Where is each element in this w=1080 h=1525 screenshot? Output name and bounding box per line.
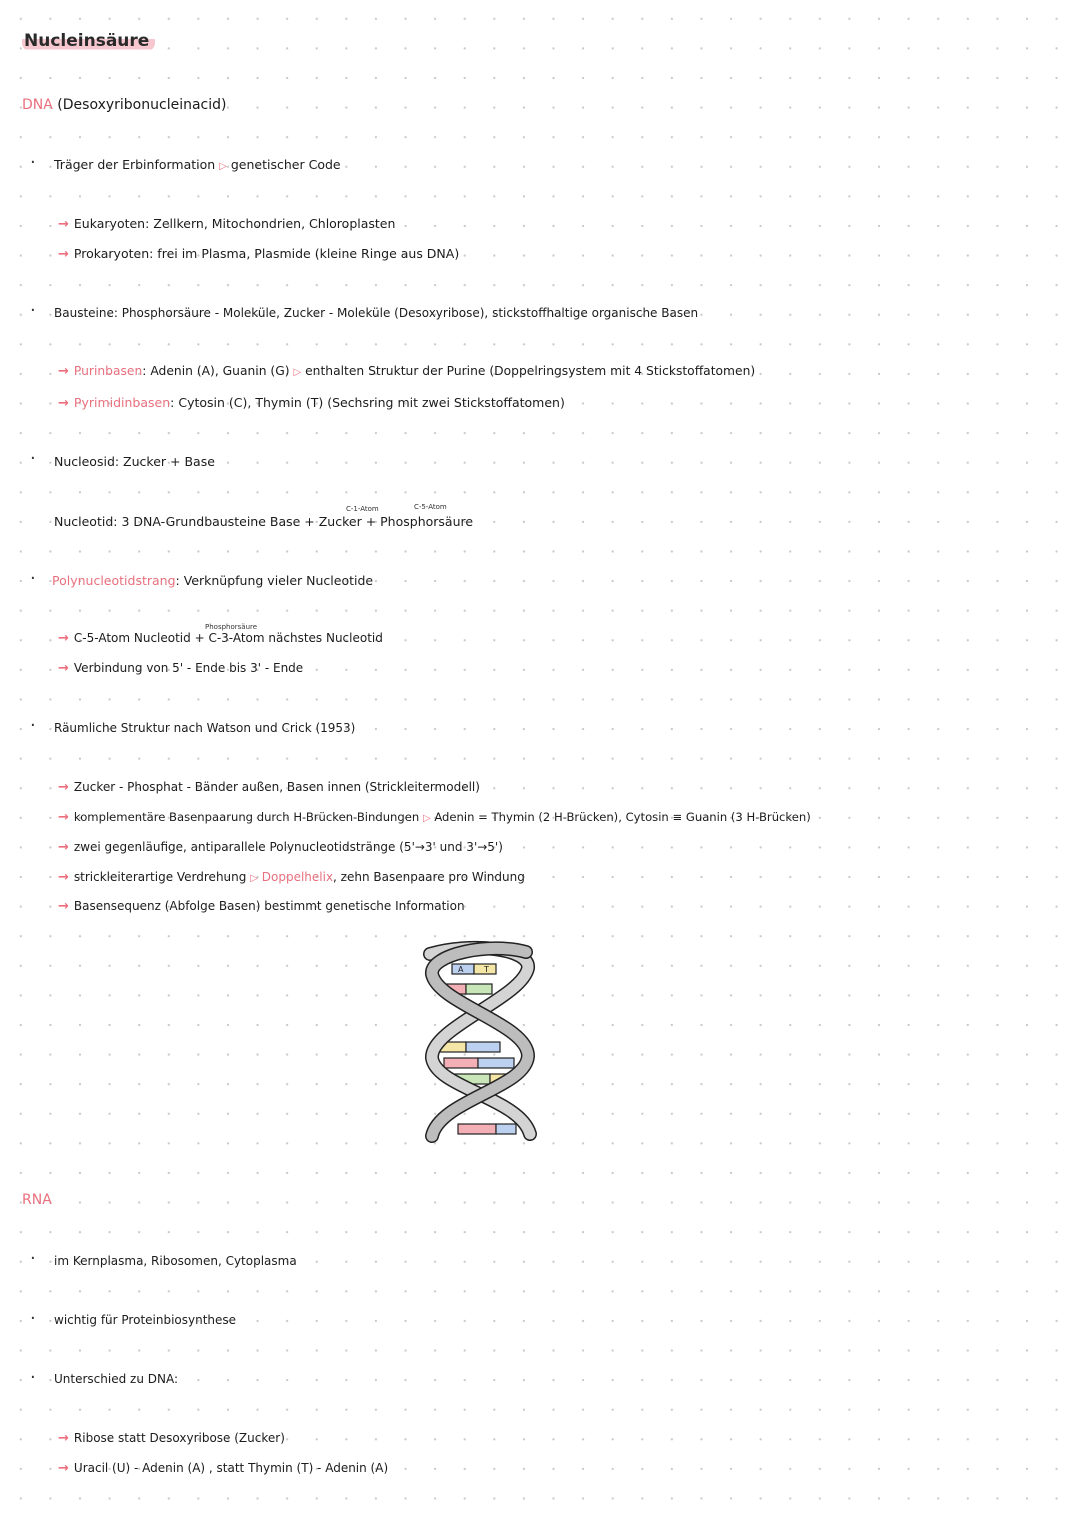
base-pair-bar (478, 1058, 514, 1068)
struktur-item: strickleiterartige Verdrehung (73, 870, 247, 884)
purin-text: : Adenin (A), Guanin (G) (142, 364, 290, 378)
struktur-item: Zucker - Phosphat - Bänder außen, Basen innen (Strickleitermodell) (73, 780, 480, 794)
list-item (58, 216, 395, 232)
poly-item: C-5-Atom Nucleotid + C-3-Atom nächstes Nucleotid (73, 631, 383, 645)
pairing-result: Adenin = Thymin (2 H-Brücken), Cytosin ≡ Guanin (3 H-Brücken) (434, 810, 811, 824)
poly-item: Verbindung von 5' - Ende bis 3' - Ende (73, 661, 304, 675)
traeger-line (54, 157, 341, 172)
nucleotid-text: Nucleotid: 3 DNA-Grundbausteine Base + Zucker + Phosphorsäure (54, 514, 474, 529)
list-item (58, 661, 303, 676)
location-eukaryoten: Eukaryoten: Zellkern, Mitochondrien, Chloroplasten (73, 216, 396, 231)
arrow-icon: → (58, 396, 69, 411)
struktur-text: Räumliche Struktur nach Watson und Crick (1953) (54, 721, 356, 735)
pyrimidin-label: Pyrimidinbasen (73, 395, 171, 410)
nucleotid-note-c1: C-1-Atom (346, 505, 379, 513)
list-item (58, 840, 503, 855)
rna-diff: Uracil (U) - Adenin (A) , statt Thymin (T) - Adenin (A) (73, 1461, 389, 1475)
arrow-icon: → (58, 217, 69, 232)
nucleotid-note-c5: C-5-Atom (414, 503, 447, 511)
list-item (58, 246, 459, 262)
nucleosid-text: Nucleosid: Zucker + Base (54, 454, 215, 469)
polynucleotid-line (52, 573, 373, 588)
arrow-icon: → (58, 661, 69, 676)
traeger-text: Träger der Erbinformation (54, 157, 216, 172)
base-pair-bar (496, 1124, 516, 1134)
list-item (58, 870, 525, 885)
dna-heading-label: DNA (22, 97, 53, 113)
triangle-arrow-icon: ▷ (250, 873, 258, 884)
bausteine-text: Bausteine: Phosphorsäure - Moleküle, Zucker - Moleküle (Desoxyribose), stickstoffhaltige organische Basen (54, 306, 699, 320)
bullet-dot: · (30, 300, 36, 321)
poly-note: Phosphorsäure (205, 623, 258, 631)
rna-heading: RNA (22, 1192, 52, 1208)
list-item (58, 810, 811, 825)
arrow-icon: → (58, 899, 69, 914)
helix-letter-a: A (458, 965, 464, 974)
struktur-item: Basensequenz (Abfolge Basen) bestimmt genetische Information (73, 899, 465, 913)
bullet-dot: · (30, 1308, 36, 1329)
list-item (58, 1461, 388, 1476)
list-item (58, 395, 565, 411)
page-title: Nucleinsäure (22, 31, 155, 51)
dna-helix-drawing (410, 938, 550, 1150)
arrow-icon: → (58, 247, 69, 262)
rna-diff: Ribose statt Desoxyribose (Zucker) (73, 1431, 285, 1445)
arrow-icon: → (58, 364, 69, 379)
rna-item: Unterschied zu DNA: (54, 1372, 178, 1386)
base-pair-bar (466, 984, 492, 994)
purin-label: Purinbasen (73, 364, 143, 378)
arrow-icon: → (58, 631, 69, 646)
bullet-dot: · (30, 1248, 36, 1269)
list-item (58, 631, 383, 646)
pyrimidin-text: : Cytosin (C), Thymin (T) (Sechsring mit zwei Stickstoffatomen) (170, 395, 565, 410)
helix-label: Doppelhelix (261, 870, 334, 884)
list-item (58, 780, 480, 795)
bullet-dot: · (30, 152, 36, 173)
arrow-icon: → (58, 870, 69, 885)
bullet-dot: · (30, 448, 36, 469)
list-item (58, 364, 755, 379)
triangle-arrow-icon: ▷ (293, 367, 302, 378)
struktur-item: zwei gegenläufige, antiparallele Polynucleotidstränge (5'→3' und 3'→5') (73, 840, 503, 854)
dna-heading-paren: (Desoxyribonucleinacid) (57, 97, 227, 113)
bullet-dot: · (30, 1367, 36, 1388)
traeger-result: genetischer Code (230, 157, 341, 172)
base-pair-bar (458, 1124, 496, 1134)
purin-result: enthalten Struktur der Purine (Doppelringsystem mit 4 Stickstoffatomen) (305, 364, 756, 378)
helix-letter-t: T (484, 965, 489, 974)
arrow-icon: → (58, 1461, 69, 1476)
polynucleotid-label: Polynucleotidstrang (52, 573, 176, 588)
rna-item: wichtig für Proteinbiosynthese (54, 1313, 237, 1327)
base-pair-bar (466, 1042, 500, 1052)
list-item (58, 1431, 285, 1446)
bullet-dot: · (30, 568, 36, 589)
triangle-arrow-icon: ▷ (422, 813, 431, 824)
base-pair-bar (444, 1058, 478, 1068)
location-prokaryoten: Prokaryoten: frei im Plasma, Plasmide (kleine Ringe aus DNA) (73, 246, 460, 261)
bullet-dot: · (30, 715, 36, 736)
dna-heading (22, 97, 226, 113)
list-item (58, 899, 465, 914)
struktur-item: komplementäre Basenpaarung durch H-Brücken-Bindungen (73, 810, 420, 824)
rna-item: im Kernplasma, Ribosomen, Cytoplasma (54, 1254, 297, 1268)
arrow-icon: → (58, 810, 69, 825)
triangle-arrow-icon: ▷ (219, 161, 227, 172)
helix-rest: , zehn Basenpaare pro Windung (333, 870, 525, 884)
arrow-icon: → (58, 780, 69, 795)
arrow-icon: → (58, 1431, 69, 1446)
polynucleotid-text: : Verknüpfung vieler Nucleotide (175, 573, 374, 588)
arrow-icon: → (58, 840, 69, 855)
